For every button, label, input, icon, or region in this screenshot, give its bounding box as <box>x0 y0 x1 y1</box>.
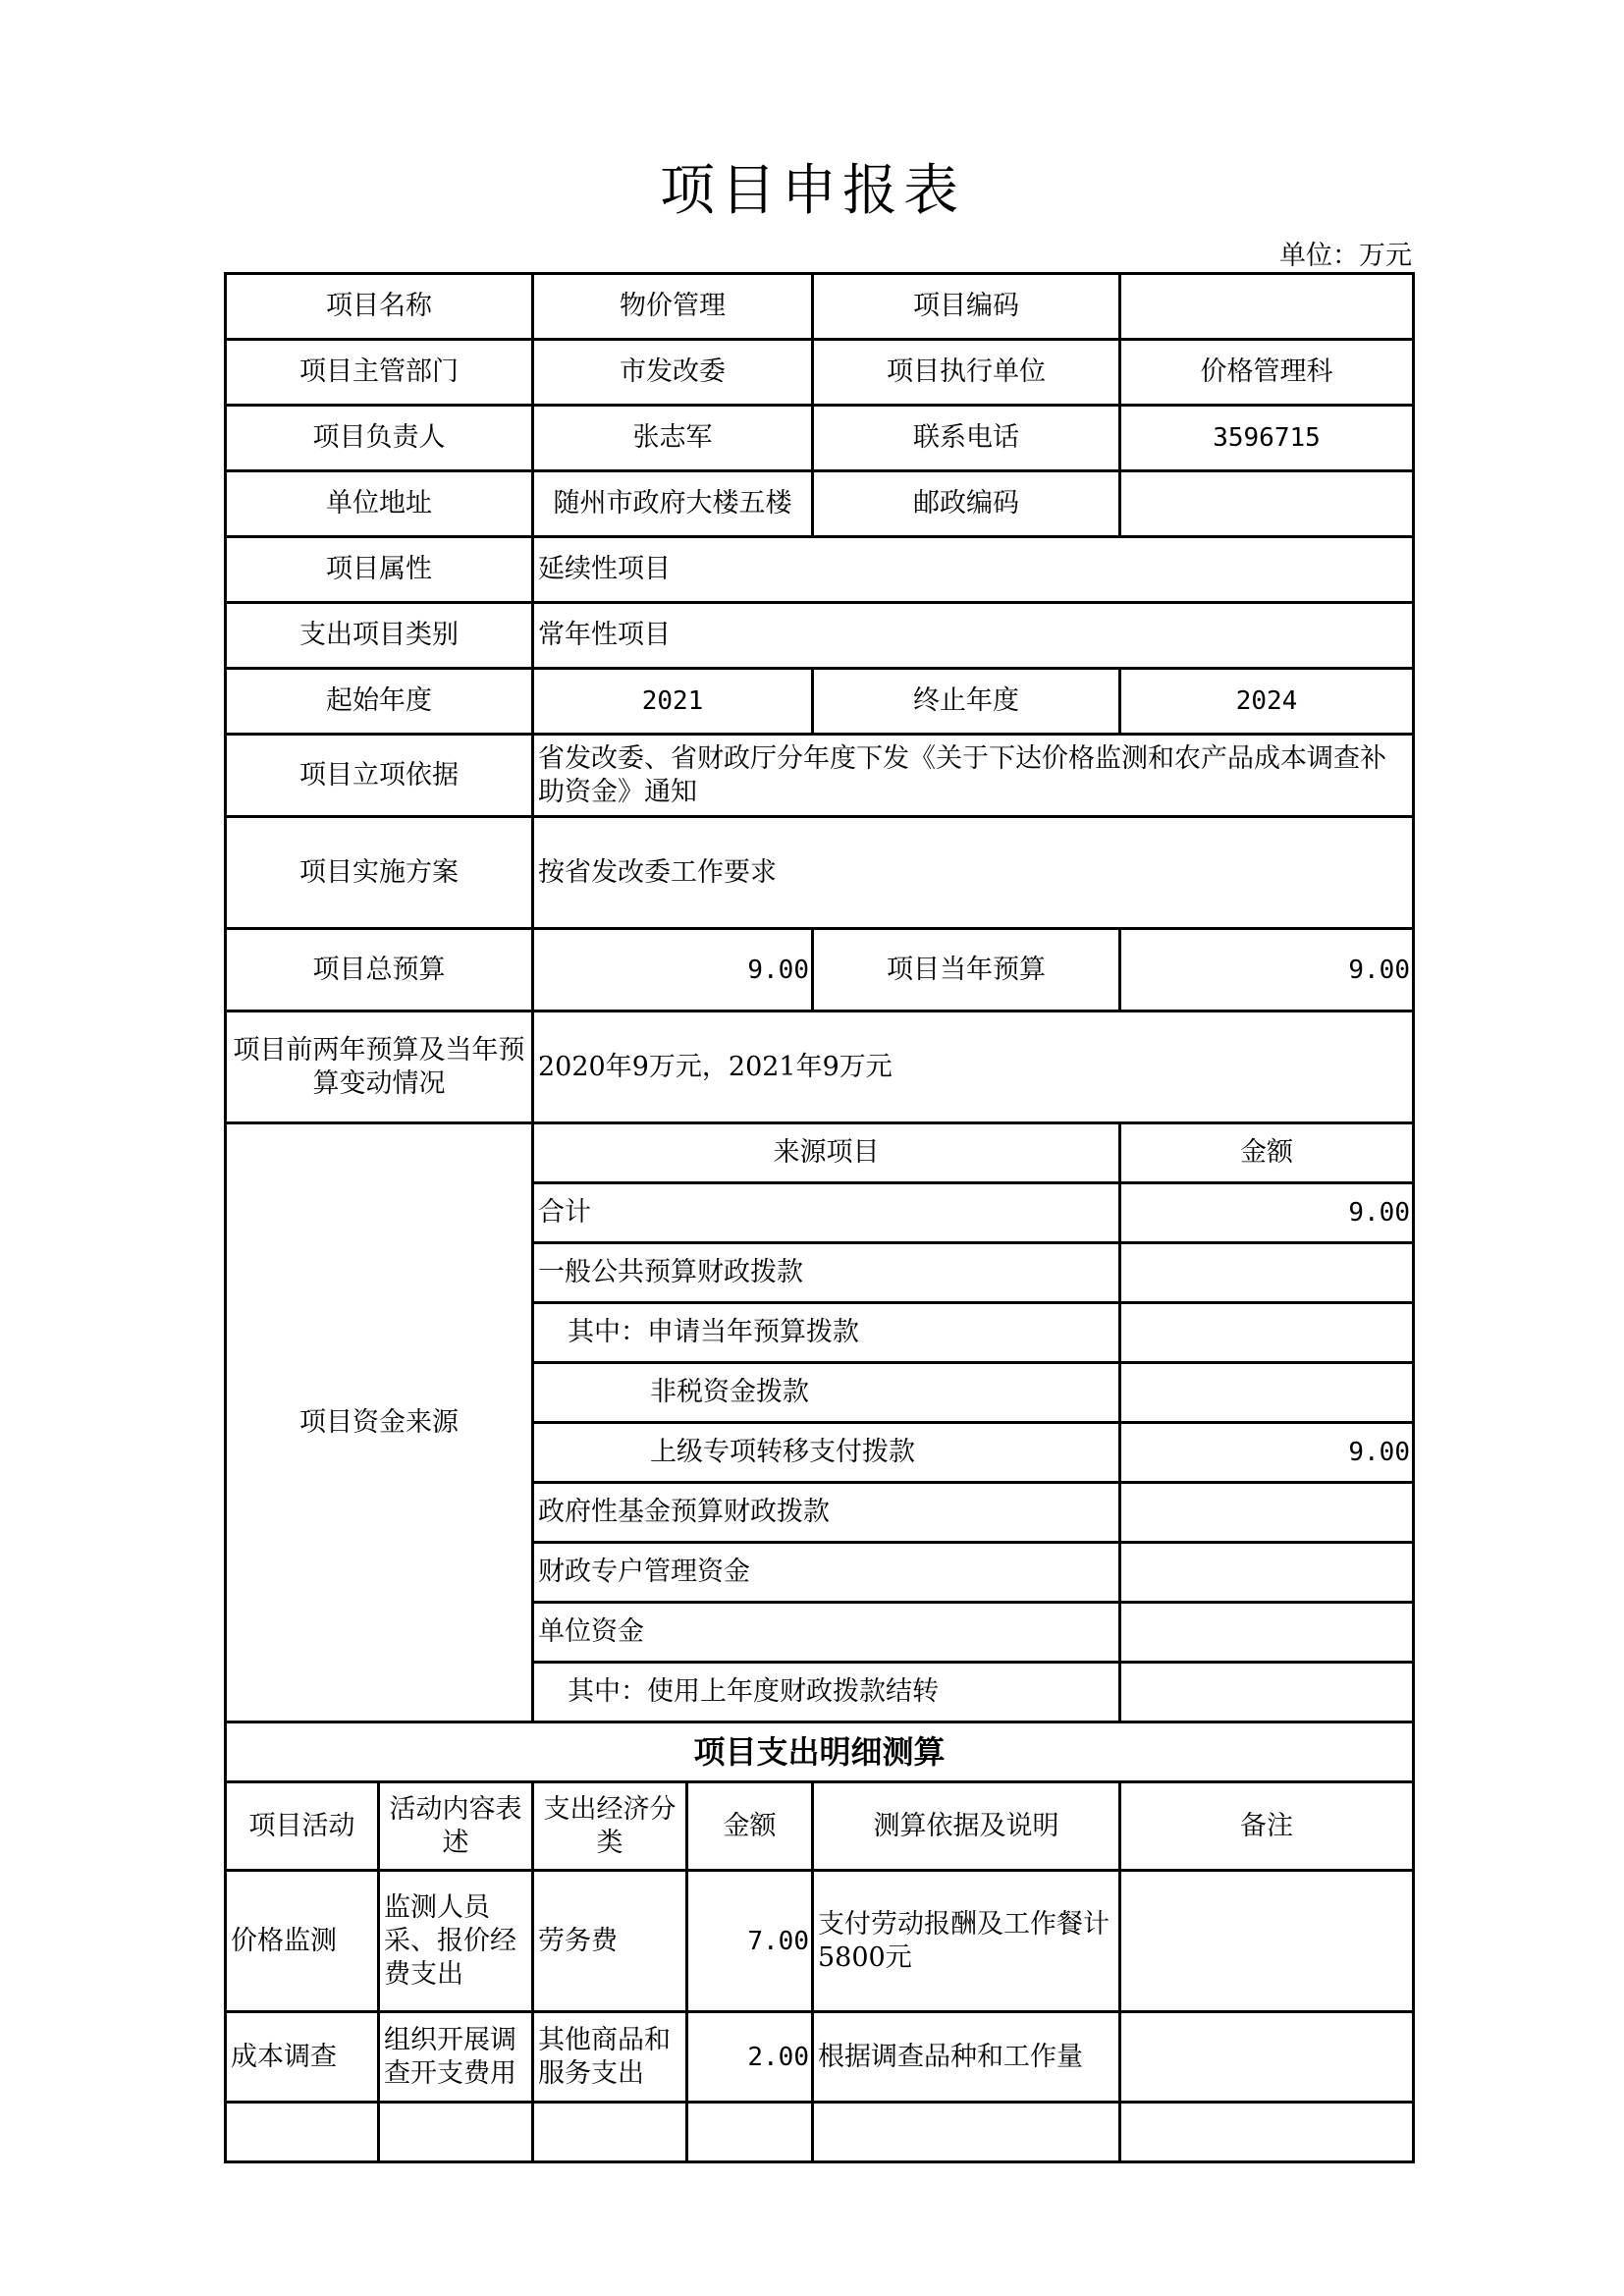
row-budget-change <box>226 1011 1414 1123</box>
end-year-label: 终止年度 <box>813 669 1120 735</box>
exec-unit-value: 价格管理科 <box>1120 340 1414 406</box>
address-value: 随州市政府大楼五楼 <box>533 471 813 537</box>
row-basis <box>226 735 1414 817</box>
detail-row <box>226 1871 1414 2012</box>
detail-header-note: 备注 <box>1120 1782 1414 1871</box>
detail-basis <box>813 2103 1120 2162</box>
detail-amount: 7.00 <box>687 1871 813 2012</box>
detail-row <box>226 2103 1414 2162</box>
funding-row-amount: 9.00 <box>1120 1423 1414 1483</box>
postcode-value <box>1120 471 1414 537</box>
funding-amount-header: 金额 <box>1120 1123 1414 1183</box>
budget-change-label: 项目前两年预算及当年预算变动情况 <box>226 1011 533 1123</box>
project-code-label: 项目编码 <box>813 274 1120 340</box>
detail-section-title: 项目支出明细测算 <box>226 1722 1414 1782</box>
total-budget-label: 项目总预算 <box>226 929 533 1011</box>
project-name-label: 项目名称 <box>226 274 533 340</box>
start-year-value: 2021 <box>533 669 813 735</box>
funding-row-name: 一般公共预算财政拨款 <box>533 1243 1120 1303</box>
detail-activity: 成本调查 <box>226 2012 379 2103</box>
detail-note <box>1120 2012 1414 2103</box>
funding-row-name: 财政专户管理资金 <box>533 1543 1120 1603</box>
detail-basis: 支付劳动报酬及工作餐计5800元 <box>813 1871 1120 2012</box>
category-label: 支出项目类别 <box>226 603 533 669</box>
funding-header-row <box>226 1123 1414 1183</box>
basis-label: 项目立项依据 <box>226 735 533 817</box>
detail-note <box>1120 1871 1414 2012</box>
detail-title-row <box>226 1722 1414 1782</box>
detail-content: 监测人员采、报价经费支出 <box>379 1871 533 2012</box>
funding-row-name: 非税资金拨款 <box>533 1363 1120 1423</box>
detail-content <box>379 2103 533 2162</box>
detail-amount: 2.00 <box>687 2012 813 2103</box>
detail-basis: 根据调查品种和工作量 <box>813 2012 1120 2103</box>
detail-category <box>533 2103 687 2162</box>
attr-value: 延续性项目 <box>533 537 1414 603</box>
detail-header-activity: 项目活动 <box>226 1782 379 1871</box>
funding-row-amount <box>1120 1483 1414 1543</box>
funding-source-label: 项目资金来源 <box>226 1123 533 1722</box>
leader-value: 张志军 <box>533 406 813 471</box>
detail-row <box>226 2012 1414 2103</box>
row-plan <box>226 817 1414 929</box>
postcode-label: 邮政编码 <box>813 471 1120 537</box>
funding-row-amount <box>1120 1663 1414 1722</box>
plan-value: 按省发改委工作要求 <box>533 817 1414 929</box>
row-years <box>226 669 1414 735</box>
funding-source-header: 来源项目 <box>533 1123 1120 1183</box>
funding-row-name: 合计 <box>533 1183 1120 1243</box>
total-budget-value: 9.00 <box>533 929 813 1011</box>
funding-row-amount <box>1120 1243 1414 1303</box>
row-category <box>226 603 1414 669</box>
year-budget-label: 项目当年预算 <box>813 929 1120 1011</box>
funding-row-amount <box>1120 1303 1414 1363</box>
funding-row-name: 其中：使用上年度财政拨款结转 <box>533 1663 1120 1722</box>
detail-note <box>1120 2103 1414 2162</box>
row-address <box>226 471 1414 537</box>
page-title: 项目申报表 <box>660 159 964 223</box>
dept-label: 项目主管部门 <box>226 340 533 406</box>
basis-value: 省发改委、省财政厅分年度下发《关于下达价格监测和农产品成本调查补助资金》通知 <box>533 735 1414 817</box>
detail-category: 劳务费 <box>533 1871 687 2012</box>
detail-category: 其他商品和服务支出 <box>533 2012 687 2103</box>
funding-row-name: 单位资金 <box>533 1603 1120 1663</box>
funding-row-amount <box>1120 1363 1414 1423</box>
plan-label: 项目实施方案 <box>226 817 533 929</box>
detail-header-category: 支出经济分类 <box>533 1782 687 1871</box>
detail-header-row <box>226 1782 1414 1871</box>
detail-header-amount: 金额 <box>687 1782 813 1871</box>
row-leader <box>226 406 1414 471</box>
attr-label: 项目属性 <box>226 537 533 603</box>
exec-unit-label: 项目执行单位 <box>813 340 1120 406</box>
detail-header-basis: 测算依据及说明 <box>813 1782 1120 1871</box>
project-application-table <box>224 272 1415 2163</box>
dept-value: 市发改委 <box>533 340 813 406</box>
end-year-value: 2024 <box>1120 669 1414 735</box>
detail-amount <box>687 2103 813 2162</box>
budget-change-value: 2020年9万元，2021年9万元 <box>533 1011 1414 1123</box>
funding-row-name: 其中：申请当年预算拨款 <box>533 1303 1120 1363</box>
address-label: 单位地址 <box>226 471 533 537</box>
funding-row-name: 政府性基金预算财政拨款 <box>533 1483 1120 1543</box>
detail-content: 组织开展调查开支费用 <box>379 2012 533 2103</box>
row-project-name <box>226 274 1414 340</box>
funding-row-amount <box>1120 1543 1414 1603</box>
funding-row-amount: 9.00 <box>1120 1183 1414 1243</box>
detail-header-content: 活动内容表述 <box>379 1782 533 1871</box>
funding-row-name: 上级专项转移支付拨款 <box>533 1423 1120 1483</box>
leader-label: 项目负责人 <box>226 406 533 471</box>
phone-value: 3596715 <box>1120 406 1414 471</box>
category-value: 常年性项目 <box>533 603 1414 669</box>
start-year-label: 起始年度 <box>226 669 533 735</box>
unit-label: 单位：万元 <box>1279 241 1412 271</box>
year-budget-value: 9.00 <box>1120 929 1414 1011</box>
phone-label: 联系电话 <box>813 406 1120 471</box>
row-attr <box>226 537 1414 603</box>
project-name-value: 物价管理 <box>533 274 813 340</box>
project-code-value <box>1120 274 1414 340</box>
detail-activity: 价格监测 <box>226 1871 379 2012</box>
detail-activity <box>226 2103 379 2162</box>
funding-row-amount <box>1120 1603 1414 1663</box>
row-dept <box>226 340 1414 406</box>
row-budget <box>226 929 1414 1011</box>
